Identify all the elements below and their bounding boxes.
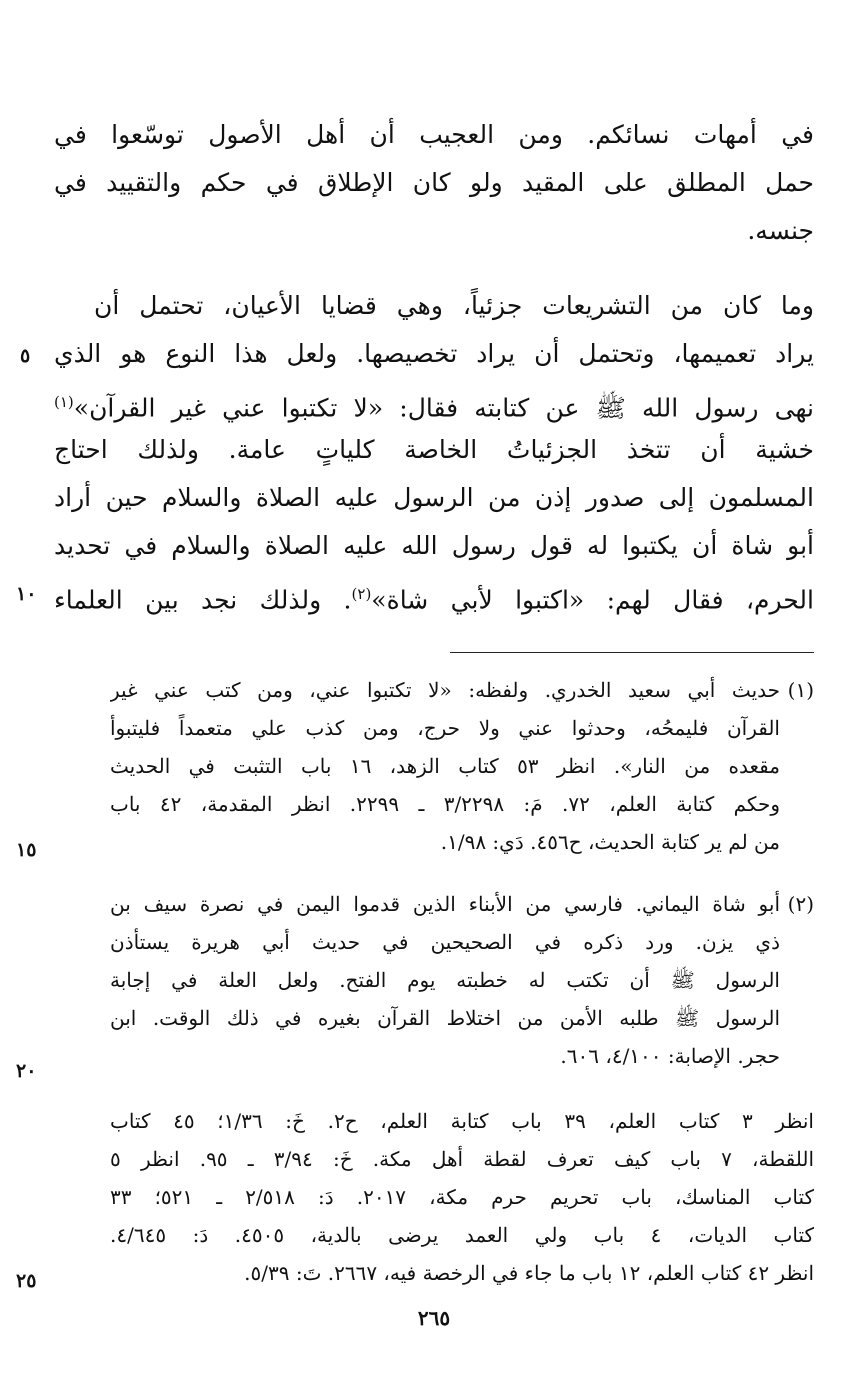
body-line-10-tail: . ولذلك نجد بين العلماء: [54, 585, 352, 615]
footnote-2-cont-line-4: كتاب الديات، ٤ باب ولي العمد يرضى بالدية، ٤٥٠٥. دَ: ٤/٦٤٥.: [110, 1223, 814, 1247]
footnote-2-cont-line-2: اللقطة، ٧ باب كيف تعرف لقطة أهل مكة. خَ: ٣/٩٤ ـ ٩٥. انظر ٥: [110, 1147, 814, 1171]
footnote-1-line-1: حديث أبي سعيد الخدري. ولفظه: «لا تكتبوا عني، ومن كتب عني غير: [110, 678, 780, 702]
footnote-separator: [450, 652, 814, 653]
body-line-2: حمل المطلق على المقيد ولو كان الإطلاق في حكم والتقييد في: [54, 168, 814, 197]
body-line-1: في أمهات نسائكم. ومن العجيب أن أهل الأصول توسّعوا في: [54, 120, 814, 149]
footnote-1-line-3: مقعده من النار». انظر ٥٣ كتاب الزهد، ١٦ باب التثبت في الحديث: [110, 754, 780, 778]
body-line-3: جنسه.: [747, 216, 814, 245]
footnote-1-line-5: من لم ير كتابة الحديث، ح٤٥٦. دَي: ١/٩٨.: [440, 830, 780, 854]
body-line-10: [54, 569, 814, 619]
line-number-5: ٥: [20, 345, 31, 367]
footnote-2-line-4: الرسول ﷺ طلبه الأمن من اختلاط القرآن بغيره في ذلك الوقت. ابن: [110, 1006, 780, 1030]
page-number: ٢٦٥: [417, 1306, 451, 1330]
footnote-1-number: (١): [787, 678, 814, 702]
footnote-2-line-5: حجر. الإصابة: ٤/١٠٠، ٦٠٦.: [560, 1044, 780, 1068]
body-line-9: أبو شاة أن يكتبوا له قول رسول الله عليه الصلاة والسلام في تحديد: [54, 531, 814, 560]
footnote-ref-1: (١): [54, 393, 74, 411]
footnote-2-number: (٢): [787, 892, 814, 916]
body-line-5: يراد تعميمها، وتحتمل أن يراد تخصيصها. ولعل هذا النوع هو الذي: [54, 339, 814, 368]
footnote-2-cont-line-1: انظر ٣ كتاب العلم، ٣٩ باب كتابة العلم، ح٢. خَ: ١/٣٦؛ ٤٥ كتاب: [110, 1109, 814, 1133]
body-line-8: المسلمون إلى صدور إذن من الرسول عليه الصلاة والسلام حين أراد: [54, 483, 814, 512]
line-number-10: ١٠: [16, 583, 37, 605]
line-number-20: ٢٠: [16, 1060, 37, 1082]
line-number-25: ٢٥: [16, 1270, 37, 1292]
footnote-2-cont-line-3: كتاب المناسك، باب تحريم حرم مكة، ٢٠١٧. دَ: ٢/٥١٨ ـ ٥٢١؛ ٣٣: [110, 1185, 814, 1209]
footnote-2-cont-line-5: انظر ٤٢ كتاب العلم، ١٢ باب ما جاء في الرخصة فيه، ٢٦٦٧. تَ: ٥/٣٩.: [244, 1261, 814, 1285]
body-line-6-text: نهى رسول الله ﷺ عن كتابته فقال: «لا تكتبوا عني غير القرآن»: [73, 393, 814, 423]
footnote-1-line-2: القرآن فليمحُه، وحدثوا عني ولا حرج، ومن كذب علي متعمداً فليتبوأ: [110, 716, 780, 740]
footnote-1-line-4: وحكم كتابة العلم، ٧٢. مَ: ٣/٢٢٩٨ ـ ٢٢٩٩. انظر المقدمة، ٤٢ باب: [110, 792, 780, 816]
body-line-4: وما كان من التشريعات جزئياً، وهي قضايا الأعيان، تحتمل أن: [94, 291, 814, 320]
footnote-ref-2: (٢): [351, 585, 372, 603]
body-line-7: خشية أن تتخذ الجزئياتُ الخاصة كلياتٍ عامة. ولذلك احتاج: [54, 435, 814, 464]
footnote-2-line-1: أبو شاة اليماني. فارسي من الأبناء الذين قدموا اليمن في نصرة سيف بن: [110, 892, 780, 916]
line-number-15: ١٥: [16, 839, 37, 861]
body-line-6: [54, 377, 814, 427]
footnote-2-line-3: الرسول ﷺ أن تكتب له خطبته يوم الفتح. ولعل العلة في إجابة: [110, 968, 780, 992]
body-line-10-text: الحرم، فقال لهم: «اكتبوا لأبي شاة»: [371, 585, 814, 615]
footnote-2-line-2: ذي يزن. ورد ذكره في الصحيحين في حديث أبي هريرة يستأذن: [110, 930, 780, 954]
